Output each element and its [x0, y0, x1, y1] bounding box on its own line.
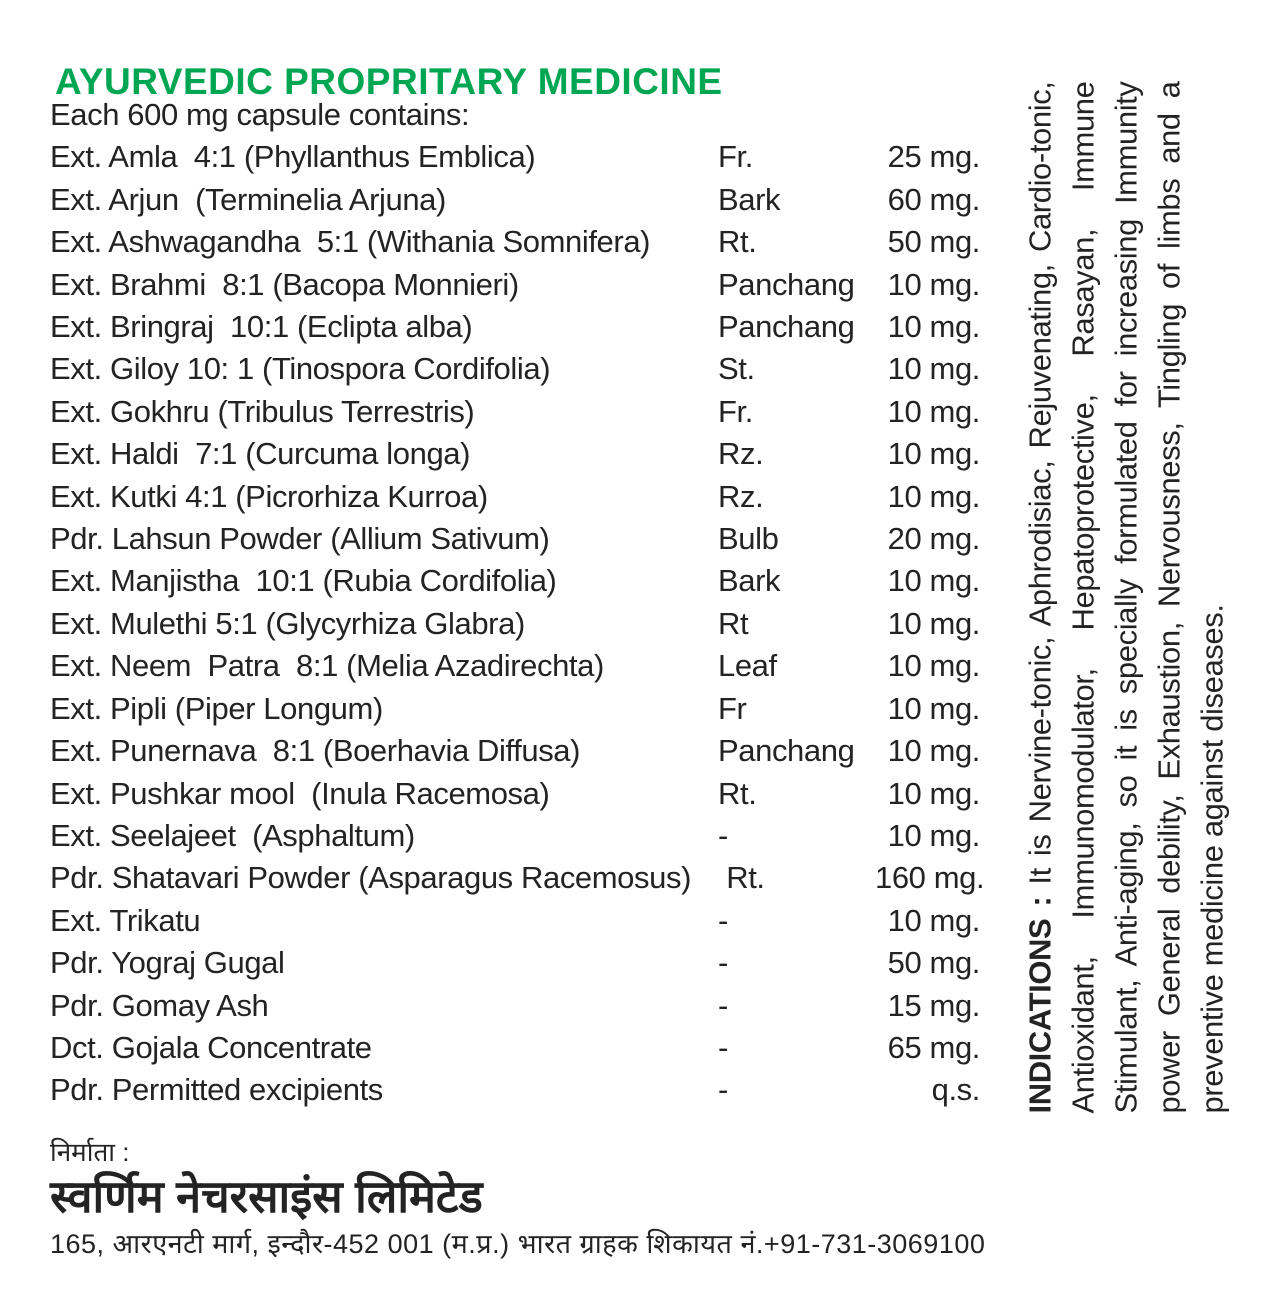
ingredient-qty: 10 mg. [887, 902, 980, 938]
ingredient-qty: 10 mg. [887, 775, 980, 811]
ingredient-row [50, 688, 980, 730]
ingredient-row [50, 985, 980, 1027]
ingredient-row [50, 221, 980, 263]
ingredient-row [50, 306, 980, 348]
ingredient-row [50, 348, 980, 390]
manufacturer-block [50, 1136, 1240, 1262]
ingredient-qty: 60 mg. [887, 181, 980, 217]
ingredient-row [50, 264, 980, 306]
ingredient-name: Ext. Kutki 4:1 (Picrorhiza Kurroa) [50, 478, 488, 514]
ingredient-row [50, 730, 980, 772]
ingredient-part: Fr. [718, 139, 753, 175]
ingredient-name: Pdr. Yograj Gugal [50, 945, 285, 981]
ingredient-part: - [718, 987, 728, 1023]
ingredient-qty: 65 mg. [887, 1029, 980, 1065]
ingredient-name: Pdr. Gomay Ash [50, 987, 269, 1023]
ingredient-part: - [718, 1029, 728, 1065]
page-title: AYURVEDIC PROPRITARY MEDICINE [55, 60, 723, 102]
indications-line-1-text: It is Nervine-tonic, Aphrodisiac, Rejuvenating, Cardio-tonic, [1022, 81, 1058, 897]
ingredient-qty: 10 mg. [887, 563, 980, 599]
ingredient-part: Fr [718, 690, 747, 726]
ingredient-row [50, 857, 985, 899]
ingredient-part: Bulb [718, 521, 779, 557]
ingredient-part: Bark [718, 563, 781, 599]
ingredient-part: Rt. [718, 860, 765, 896]
ingredient-name: Ext. Mulethi 5:1 (Glycyrhiza Glabra) [50, 605, 525, 641]
ingredient-part: Bark [718, 181, 781, 217]
ingredient-part: Rt [718, 605, 749, 641]
ingredient-qty: 10 mg. [887, 266, 980, 302]
ingredient-row [50, 518, 980, 560]
ingredient-qty: 10 mg. [887, 733, 980, 769]
ingredient-qty: 10 mg. [887, 351, 980, 387]
ingredient-qty: 20 mg. [887, 521, 980, 557]
ingredient-name: Ext. Amla 4:1 (Phyllanthus Emblica) [50, 139, 536, 175]
ingredient-name: Ext. Ashwagandha 5:1 (Withania Somnifera) [50, 224, 651, 260]
ingredient-qty: 50 mg. [887, 224, 980, 260]
ingredient-row [50, 900, 980, 942]
ingredient-name: Ext. Neem Patra 8:1 (Melia Azadirechta) [50, 648, 604, 684]
ingredient-qty: 15 mg. [887, 987, 980, 1023]
indications-line-2: Antioxidant, Immunomodulator, Hepatoprotective, Rasayan, Immune [1065, 81, 1101, 1114]
ingredient-part: Panchang [718, 733, 855, 769]
ingredient-name: Pdr. Lahsun Powder (Allium Sativum) [50, 521, 550, 557]
ingredient-row [50, 476, 980, 518]
manufacturer-label: निर्माता : [50, 1137, 130, 1167]
ingredient-part: - [718, 817, 728, 853]
ingredient-row [50, 603, 980, 645]
ingredient-qty: 50 mg. [887, 945, 980, 981]
ingredient-qty: 10 mg. [887, 817, 980, 853]
ingredient-part: Panchang [718, 266, 855, 302]
indications-line-3: Stimulant, Anti-aging, so it is specially formulated for increasing Immunity [1108, 81, 1144, 1114]
ingredient-qty: 160 mg. [875, 860, 985, 896]
ingredient-qty: 10 mg. [887, 478, 980, 514]
ingredient-name: Ext. Punernava 8:1 (Boerhavia Diffusa) [50, 733, 581, 769]
ingredient-part: Rz. [718, 478, 764, 514]
ingredient-row [50, 815, 980, 857]
composition-heading: Each 600 mg capsule contains: [50, 97, 470, 132]
ingredient-name: Ext. Haldi 7:1 (Curcuma longa) [50, 436, 471, 472]
composition-table [50, 94, 985, 1112]
ingredient-row [50, 179, 980, 221]
ingredient-row [50, 942, 980, 984]
ingredient-part: - [718, 945, 728, 981]
ingredient-row [50, 773, 980, 815]
ingredient-name: Ext. Brahmi 8:1 (Bacopa Monnieri) [50, 266, 519, 302]
ingredient-name: Ext. Seelajeet (Asphaltum) [50, 817, 415, 853]
ingredient-name: Ext. Manjistha 10:1 (Rubia Cordifolia) [50, 563, 557, 599]
ingredient-part: St. [718, 351, 755, 387]
ingredient-name: Ext. Giloy 10: 1 (Tinospora Cordifolia) [50, 351, 551, 387]
ingredient-row [50, 645, 980, 687]
ingredient-name: Ext. Arjun (Terminelia Arjuna) [50, 181, 446, 217]
ingredient-name: Pdr. Permitted excipients [50, 1072, 383, 1108]
company-address: 165, आरएनटी मार्ग, इन्दौर-452 001 (म.प्र.) भारत ग्राहक शिकायत नं.+91-731-3069100 [50, 1229, 986, 1259]
ingredient-part: Rt. [718, 224, 757, 260]
ingredient-part: - [718, 1072, 728, 1108]
ingredient-part: Rt. [718, 775, 757, 811]
ingredient-qty: q.s. [931, 1072, 980, 1108]
ingredient-row [50, 391, 980, 433]
ingredient-name: Ext. Pushkar mool (Inula Racemosa) [50, 775, 550, 811]
ingredient-qty: 10 mg. [887, 393, 980, 429]
ingredient-part: Panchang [718, 309, 855, 345]
ingredient-name: Ext. Gokhru (Tribulus Terrestris) [50, 393, 475, 429]
indications-block [1019, 82, 1234, 1114]
ingredient-name: Ext. Trikatu [50, 902, 201, 938]
ingredient-name: Ext. Pipli (Piper Longum) [50, 690, 383, 726]
indications-label: INDICATIONS : [1022, 896, 1058, 1114]
indications-line-4: power General debility, Exhaustion, Nervousness, Tingling of limbs and a [1151, 81, 1187, 1114]
ingredient-row [50, 1069, 980, 1111]
ingredient-name: Ext. Bringraj 10:1 (Eclipta alba) [50, 309, 473, 345]
ingredient-qty: 10 mg. [887, 648, 980, 684]
ingredient-qty: 10 mg. [887, 605, 980, 641]
ingredient-name: Pdr. Shatavari Powder (Asparagus Racemosus) [50, 860, 691, 896]
ingredient-qty: 10 mg. [887, 436, 980, 472]
ingredient-qty: 10 mg. [887, 309, 980, 345]
ingredient-name: Dct. Gojala Concentrate [50, 1029, 372, 1065]
company-name: स्वर्णिम नेचरसाइंस लिमिटेड [50, 1171, 483, 1222]
ingredient-row [50, 136, 980, 178]
ingredient-qty: 10 mg. [887, 690, 980, 726]
ingredient-qty: 25 mg. [887, 139, 980, 175]
indications-line-1 [1019, 82, 1062, 1114]
ingredient-row [50, 560, 980, 602]
ingredient-row [50, 433, 980, 475]
ingredient-part: Fr. [718, 393, 753, 429]
ingredient-rows [50, 136, 985, 1111]
indications-line-5: preventive medicine against diseases. [1194, 604, 1230, 1114]
ingredient-row [50, 1027, 980, 1069]
ingredient-part: Rz. [718, 436, 764, 472]
ingredient-part: - [718, 902, 728, 938]
ingredient-part: Leaf [718, 648, 777, 684]
